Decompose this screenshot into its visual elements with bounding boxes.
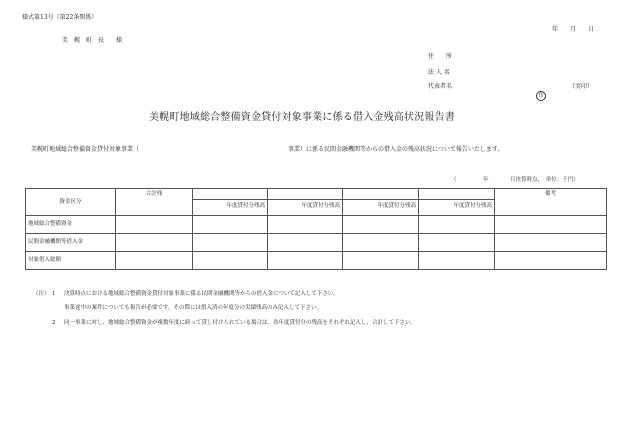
cell-total bbox=[116, 234, 193, 252]
cell-year bbox=[343, 234, 419, 252]
date-line: 年 月 日 bbox=[552, 26, 595, 33]
cell-year bbox=[268, 234, 343, 252]
header-year-4 bbox=[419, 189, 495, 216]
header-year-3 bbox=[343, 189, 419, 216]
cell-year bbox=[268, 216, 343, 234]
row-label-private-loans: 民間金融機関等借入金 bbox=[26, 234, 116, 252]
document-title: 美幌町地域総合整備資金貸付対象事業に係る借入金残高状況報告書 bbox=[149, 112, 455, 123]
cell-remarks bbox=[495, 252, 607, 270]
cell-year bbox=[343, 252, 419, 270]
note-1-continuation: 事業途中の案件についても報告が必要です。その際には借入済の年度分の実績残高のみ記入して下さい。 bbox=[64, 305, 322, 311]
cell-year bbox=[419, 252, 495, 270]
note-2-text: 同一事業に対し、地域総合整備資金が複数年度に跨って貸し付けられている場合は、各年度貸付分の残高をそれぞれ記入し、合計して下さい。 bbox=[64, 320, 417, 326]
header-category: 資金区分 bbox=[26, 189, 116, 216]
cell-year bbox=[419, 234, 495, 252]
intro-right: 事業）に係る民間金融機関等からの借入金の残高状況について報告いたします。 bbox=[288, 146, 504, 153]
header-year-2-label: 年度貸付分残高 bbox=[268, 199, 342, 213]
cell-remarks bbox=[495, 234, 607, 252]
table-row bbox=[26, 252, 607, 270]
cell-year bbox=[193, 216, 268, 234]
cell-year bbox=[419, 216, 495, 234]
unit-text: 月決算時点、 単位：千円） bbox=[510, 177, 579, 183]
intro-left: 美幌町地域総合整備資金貸付対象事業（ bbox=[31, 146, 140, 153]
note-1-text: 決算時点における地域総合整備資金貸付対象事業に係る民間金融機関等からの借入金について記入して下さい。 bbox=[64, 291, 339, 297]
cell-year bbox=[193, 234, 268, 252]
header-year-4-label: 年度貸付分残高 bbox=[419, 199, 494, 213]
form-number: 様式第13号（第22条関係） bbox=[22, 14, 98, 21]
table-row bbox=[26, 234, 607, 252]
seal-mark: 印 bbox=[536, 91, 546, 101]
header-year-2 bbox=[268, 189, 343, 216]
cell-year bbox=[193, 252, 268, 270]
cell-remarks bbox=[495, 216, 607, 234]
address-label: 住 所 bbox=[428, 53, 453, 60]
corp-name-label: 法 人 名 bbox=[428, 69, 450, 76]
cell-total bbox=[116, 252, 193, 270]
header-year-1 bbox=[193, 189, 268, 216]
cell-total bbox=[116, 216, 193, 234]
header-year-3-label: 年度貸付分残高 bbox=[343, 199, 418, 213]
note-1-num: 1 bbox=[52, 291, 56, 297]
note-2-num: 2 bbox=[52, 320, 56, 326]
unit-open-paren: （ bbox=[451, 177, 457, 183]
row-label-total-loans: 対象借入総額 bbox=[26, 252, 116, 270]
seal-note: （実印） bbox=[569, 83, 594, 90]
table-header-row bbox=[26, 189, 607, 216]
table-row bbox=[26, 216, 607, 234]
cell-year bbox=[268, 252, 343, 270]
seal-icon bbox=[536, 82, 546, 101]
header-total: 合計残 bbox=[116, 189, 193, 216]
addressee: 美 幌 町 長 様 bbox=[62, 37, 123, 44]
balance-table bbox=[25, 188, 607, 270]
header-year-1-label: 年度貸付分残高 bbox=[193, 199, 267, 213]
row-label-regional-fund: 地域総合整備資金 bbox=[26, 216, 116, 234]
cell-year bbox=[343, 216, 419, 234]
header-remarks: 備考 bbox=[495, 189, 607, 216]
notes-label: （注） bbox=[33, 291, 50, 297]
representative-label: 代表者名 bbox=[428, 83, 453, 90]
unit-year: 年 bbox=[483, 177, 489, 183]
